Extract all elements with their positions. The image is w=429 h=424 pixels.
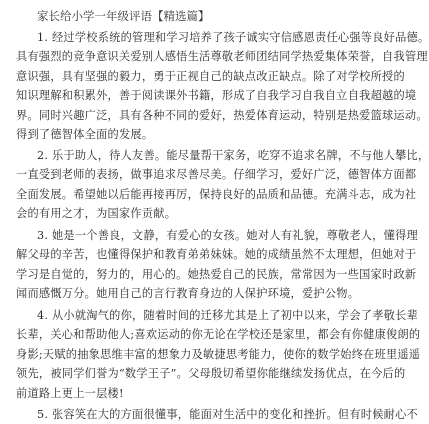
document-title: 家长给小学一年级评语【精选篇】 bbox=[37, 9, 210, 23]
paragraph-line: 会的有用之才，为国家作贡献。 bbox=[16, 207, 177, 221]
paragraph-line: 闻而感慨万分。她用自己的言行教育身边的人保护环境，爱护公物。 bbox=[16, 287, 360, 301]
paragraph-line: 3. 她是一个善良，文静，有爱心的女孩。她对人有礼貌，尊敬老人，懂得理 bbox=[37, 229, 418, 242]
paragraph-line: 一直受到老师的表扬，做事追求尽善尽美。仔细学习，爱好广泛，德智体方面都 bbox=[16, 168, 417, 182]
paragraph-line: 知识理解和积累外，善于阅读课外书籍，形成了自我学习自我自立自我超越的境 bbox=[16, 89, 417, 103]
paragraph-line: 界。同时兴趣广泛，具有各种不同的爱好，热爱体育运动，特别是热爱篮球运动。 bbox=[16, 108, 428, 122]
paragraph-line: 解父母的辛苦，也懂得保护和教育弟弟妹妹。她的成绩虽然不太理想，但她对于 bbox=[16, 248, 417, 262]
paragraph-5 bbox=[16, 405, 418, 424]
paragraph-1 bbox=[16, 28, 429, 144]
paragraph-line: 学习是自觉的，努力的，用心的。她热爱自己的民族，常常因为一些国家时政新 bbox=[16, 267, 417, 281]
paragraph-line: 具有强烈的竞争意识关爱别人感悟生活尊敬老师团结同学热爱集体荣誉，自我管理 bbox=[16, 50, 428, 64]
paragraph-line: 领先，被同学们誉为“数学王子”。父母殷切希望你能继续发扬优点，在今后的 bbox=[16, 367, 406, 381]
paragraph-line: 长辈，关心和帮助他人;喜欢运动的你无论在学校还是家里，都会有你健康俊朗的 bbox=[16, 328, 421, 342]
paragraph-line: 全面发展。希望她以后能再接再厉，保持良好的品质和品德。充满斗志，成为社 bbox=[16, 187, 417, 201]
paragraph-line: 5. 张容笑在大的方面很懂事，能面对生活中的变化和挫折。但有时候耐心不 bbox=[37, 408, 418, 421]
paragraph-4 bbox=[16, 306, 421, 403]
paragraph-line: 意识强，具有坚强的毅力，勇于正视自己的缺点改正缺点。除了对学校所授的 bbox=[16, 69, 405, 83]
paragraph-line: 身影;天赋的抽象思维丰富的想象力及敏捷思考能力，使你的数学始终在班里遥遥 bbox=[16, 347, 421, 361]
paragraph-line: 1. 经过学校系统的管理和学习培养了孩子诚实守信感恩责任心强等良好品德。 bbox=[37, 31, 429, 44]
paragraph-3 bbox=[16, 226, 418, 304]
paragraph-2 bbox=[16, 146, 429, 224]
paragraph-line: 2. 乐于助人，待人友善。能尽量帮干家务，吃穿不追求名牌，不与他人攀比， bbox=[37, 149, 429, 162]
paragraph-line: 4. 从小就淘气的你，随着时间的迁移尤其是上了初中以来，学会了孝敬长辈 bbox=[37, 309, 418, 322]
paragraph-line: 得到了德智体全面的发展。 bbox=[16, 128, 154, 142]
paragraph-line: 前道路上更上一层楼! bbox=[16, 386, 124, 400]
